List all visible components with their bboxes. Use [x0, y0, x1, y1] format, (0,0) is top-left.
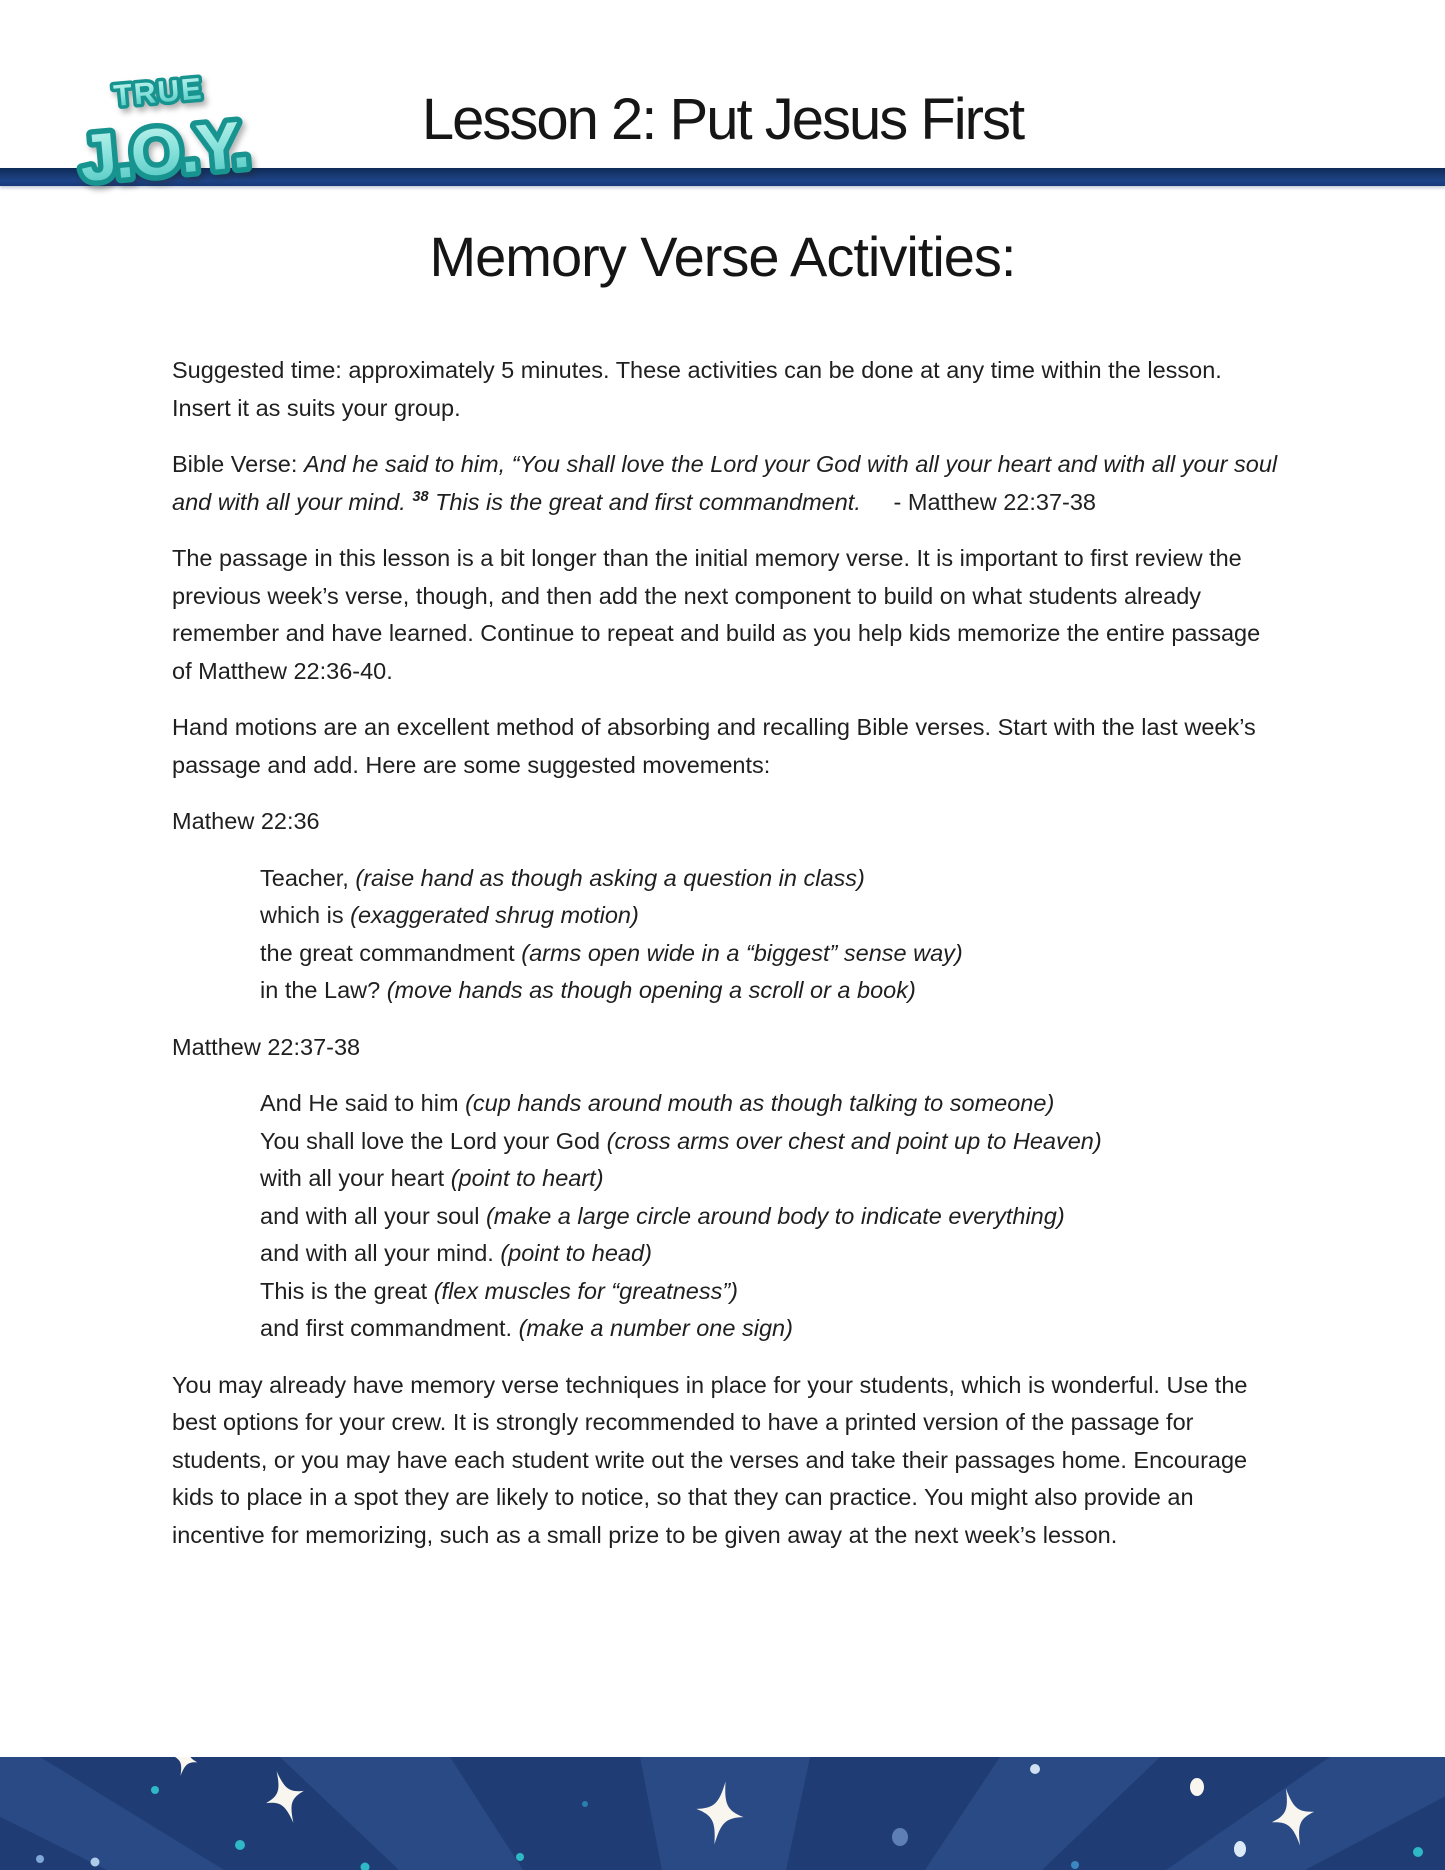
motion-line-text: You shall love the Lord your God — [260, 1127, 607, 1154]
section2-motion-lines — [172, 1085, 1280, 1348]
motion-line-gesture: (point to head) — [500, 1240, 652, 1266]
motion-line-text: This is the great — [260, 1277, 434, 1304]
motion-line — [260, 1123, 1280, 1161]
logo-joy-text: J.O.Y. — [76, 106, 251, 196]
motion-line-gesture: (arms open wide in a “biggest” sense way) — [521, 939, 963, 966]
motion-line-text: and with all your mind. — [260, 1240, 501, 1266]
motion-line-text: in the Law? — [260, 977, 387, 1003]
section1-heading: Mathew 22:36 — [172, 808, 320, 834]
logo-true-text: TRUE — [112, 72, 205, 113]
page-header — [0, 0, 1445, 230]
motion-line-text: which is — [260, 902, 351, 928]
motion-line — [260, 1198, 1280, 1236]
motion-line-text: Teacher, — [260, 864, 356, 891]
motion-line-gesture: (make a large circle around body to indicate everything) — [485, 1202, 1065, 1229]
document-body — [172, 352, 1280, 1573]
motion-line-text: and with all your soul — [260, 1202, 486, 1229]
motion-line — [260, 1160, 1280, 1198]
bible-verse-paragraph — [172, 446, 1280, 521]
motion-line-gesture: (raise hand as though asking a question in class) — [355, 864, 865, 891]
hand-motions-paragraph: Hand motions are an excellent method of absorbing and recalling Bible verses. Start with the last week’s passage and add. Here are some suggested movements: — [172, 714, 1256, 778]
passage-explanation-paragraph: The passage in this lesson is a bit longer than the initial memory verse. It is important to first review the previous week’s verse, though, and then add the next component to build on what students already remember and have learned. Continue to repeat and build as you help kids memorize the entire passage of Matthew 22:36-40. — [172, 545, 1261, 684]
motion-line — [260, 1273, 1280, 1311]
verse-number-superscript: 38 — [412, 488, 429, 505]
motion-line-gesture: (flex muscles for “greatness”) — [433, 1277, 738, 1304]
motion-line-gesture: (move hands as though opening a scroll or a book) — [386, 977, 916, 1003]
motion-line-gesture: (point to heart) — [450, 1165, 604, 1191]
motion-line-text: the great commandment — [260, 939, 522, 966]
motion-line-gesture: (make a number one sign) — [518, 1315, 793, 1341]
star-dot — [1190, 1778, 1204, 1796]
footer-night-sky-graphic — [0, 1757, 1445, 1870]
motion-line-text: And He said to him — [260, 1090, 466, 1116]
section1-motion-lines — [172, 860, 1280, 1010]
suggested-time-paragraph: Suggested time: approximately 5 minutes. These activities can be done at any time within the lesson. Insert it as suits your group. — [172, 357, 1222, 421]
closing-paragraph: You may already have memory verse techniques in place for your students, which is wonderful. Use the best options for your crew. It is strongly recommended to have a printed version of the passage for students, or you may have each student write out the verses and take their passages home. Encourage kids to place in a spot they are likely to notice, so that they can practice. You might also provide an incentive for memorizing, such as a small prize to be given away at the next week’s lesson. — [172, 1371, 1248, 1548]
motion-line — [260, 1235, 1280, 1273]
verse-attribution: - Matthew 22:37-38 — [860, 488, 1096, 515]
motion-line — [260, 860, 1280, 898]
motion-line-text: with all your heart — [260, 1165, 451, 1191]
motion-line-gesture: (exaggerated shrug motion) — [350, 902, 639, 928]
motion-line — [260, 1085, 1280, 1123]
motion-line-gesture: (cup hands around mouth as though talking to someone) — [465, 1090, 1055, 1116]
true-joy-logo-graphic — [42, 58, 282, 208]
lesson-title: Lesson 2: Put Jesus First — [421, 87, 1024, 152]
motion-line — [260, 897, 1280, 935]
true-joy-logo — [42, 58, 282, 208]
bible-verse-text-1: And he said to him, “You shall love the Lord your God with all your heart and with all your soul and with all your mind. — [172, 451, 1278, 515]
bible-verse-label: Bible Verse: — [172, 451, 304, 477]
motion-line — [260, 1310, 1280, 1348]
section2-heading: Matthew 22:37-38 — [172, 1033, 361, 1060]
page-footer — [0, 1757, 1445, 1870]
motion-line-text: and first commandment. — [260, 1315, 519, 1341]
bible-verse-text-2: This is the great and first commandment. — [428, 488, 861, 515]
motion-line — [260, 935, 1280, 973]
motion-line — [260, 972, 1280, 1010]
page-heading: Memory Verse Activities: — [429, 225, 1016, 288]
motion-line-gesture: (cross arms over chest and point up to Heaven) — [606, 1127, 1102, 1154]
